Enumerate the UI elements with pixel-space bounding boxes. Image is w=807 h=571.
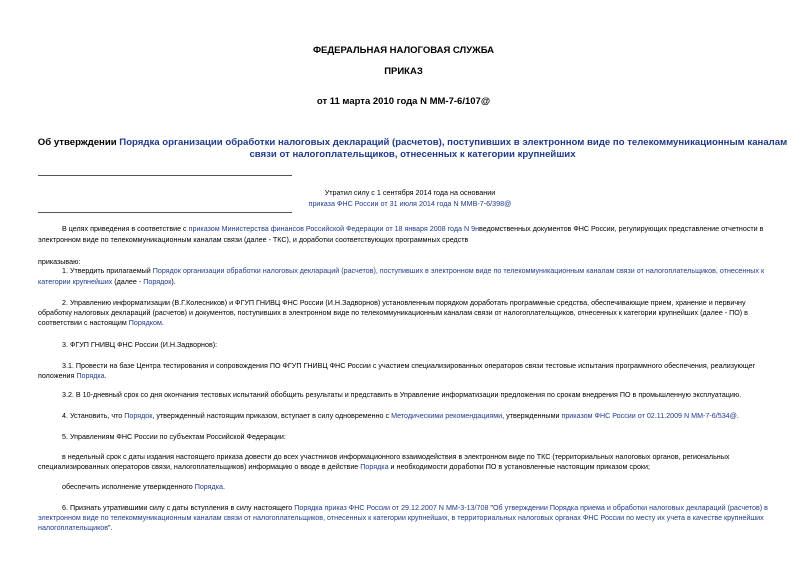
procedure-link[interactable]: Порядок организации обработки налоговых деклараций (расчетов), поступивших в электронном виде по телекоммуникационным каналам связи от налогоплательщиков, отнесенных к xyxy=(152,267,765,275)
top-divider xyxy=(38,175,292,176)
paragraph-intro-line2: электронном виде по телекоммуникационным каналам связи (далее - ТКС), и доработки соответствующих программных средств xyxy=(38,236,469,244)
paragraph-6-line1 xyxy=(38,503,807,513)
bottom-divider xyxy=(38,212,292,213)
order-title-link-end[interactable]: налогоплательщиков xyxy=(38,524,109,532)
paragraph-2-line3 xyxy=(38,318,803,328)
text: ведомственных документов ФНС России, регулирующих представление отчетности в xyxy=(479,225,764,233)
text: 6. Признать утратившими силу с даты вступления в силу настоящего xyxy=(62,504,295,512)
text: (далее - xyxy=(112,278,144,286)
document-date-number: от 11 марта 2010 года N ММ-7-6/107@ xyxy=(316,96,491,107)
text: ). xyxy=(171,278,176,286)
order-minfin-link[interactable]: приказом Министерства финансов Российской Федерации от 18 января 2008 года N 9н xyxy=(188,225,480,233)
text: и необходимости доработки ПО в установленные настоящим приказом сроки; xyxy=(388,463,651,471)
procedure-link-cont[interactable]: категории крупнейших xyxy=(38,278,113,286)
order-title-link-cont[interactable]: электронном виде по телекоммуникационным каналам связи от налогоплательщиков, отнесенных к категории крупнейших, в территориальных налоговых органах ФНС России по месту их учета в качестве крупнейших xyxy=(38,514,764,522)
status-note-line: Утратил силу с 1 сентября 2014 года на основании xyxy=(324,188,496,197)
paragraph-5a-line2 xyxy=(38,462,803,472)
document-type: ПРИКАЗ xyxy=(384,66,423,77)
text: . xyxy=(161,319,164,327)
paragraph-1-line2 xyxy=(38,277,803,287)
text: обеспечить исполнение утвержденного xyxy=(62,483,195,491)
procedure-link[interactable]: Порядка xyxy=(76,372,105,380)
text: В целях приведения в соответствие с xyxy=(62,225,189,233)
text: , утвержденный настоящим приказом, вступает в силу одновременно с xyxy=(152,412,392,420)
text: . xyxy=(104,372,107,380)
text: " xyxy=(488,504,493,512)
text: , утвержденными xyxy=(502,412,562,420)
paragraph-6-line3 xyxy=(38,523,803,533)
procedure-link[interactable]: Порядком xyxy=(128,319,162,327)
text: соответствии с настоящим xyxy=(38,319,129,327)
paragraph-3-2: 3.2. В 10-дневный срок со дня окончания тестовых испытаний обобщить результаты и представить в Управление информатизации предложения по срокам внедрения ПО в промышленную эксплуатацию. xyxy=(62,391,742,399)
procedure-short-link[interactable]: Порядок xyxy=(143,278,172,286)
procedure-link[interactable]: Порядка xyxy=(294,504,323,512)
paragraph-intro-line1 xyxy=(38,224,807,234)
status-note-link[interactable]: приказа ФНС России от 31 июля 2014 года N ММВ-7-6/398@ xyxy=(308,199,512,208)
status-note xyxy=(290,187,530,209)
order-title-link[interactable]: Об утверждении Порядка приема и обработки налоговых деклараций (расчетов) в xyxy=(492,504,768,512)
paragraph-6-line2 xyxy=(38,513,803,523)
paragraph-3-1-line2 xyxy=(38,371,803,381)
paragraph-2-line2: обработку налоговых деклараций (расчетов) и документов, поступивших в электронном виде по телекоммуникационным каналам связи от налогоплательщиков, отнесенных к категории крупнейших (далее - ПО) в xyxy=(38,309,748,317)
document-title xyxy=(30,137,795,161)
paragraph-5: 5. Управлениям ФНС России по субъектам Российской Федерации: xyxy=(62,433,286,441)
paragraph-2-line1: 2. Управлению информатизации (В.Г.Колесников) и ФГУП ГНИВЦ ФНС России (И.Н.Задворнов) установленным порядком доработать программные средства, обеспечивающие прием, хранение и первичну xyxy=(62,299,746,307)
title-prefix: Об утверждении xyxy=(37,137,120,148)
text: 4. Установить, что xyxy=(62,412,125,420)
paragraph-3: 3. ФГУП ГНИВЦ ФНС России (И.Н.Задворнов): xyxy=(62,341,218,349)
procedure-link[interactable]: Порядка xyxy=(360,463,389,471)
text: ". xyxy=(108,524,113,532)
paragraph-4 xyxy=(38,411,807,421)
agency-name: ФЕДЕРАЛЬНАЯ НАЛОГОВАЯ СЛУЖБА xyxy=(312,45,495,56)
method-recommendations-link[interactable]: Методическими рекомендациями xyxy=(391,412,503,420)
paragraph-1-line1 xyxy=(38,266,807,276)
paragraph-3-1-line1: 3.1. Провести на базе Центра тестирования и сопровождения ПО ФГУП ГНИВЦ ФНС России с участием специализированных операторов связи тестовые испытания программного обеспечения, реализующег xyxy=(62,362,756,370)
fns-order-2007-link[interactable]: приказ ФНС России от 29.12.2007 N ММ-3-13/708 xyxy=(324,504,489,512)
fns-order-link[interactable]: приказом ФНС России от 02.11.2009 N ММ-7-6/534@ xyxy=(561,412,737,420)
orders-label: приказываю: xyxy=(38,258,81,266)
procedure-link[interactable]: Порядок xyxy=(124,412,153,420)
text: . xyxy=(736,412,739,420)
text: 1. Утвердить прилагаемый xyxy=(62,267,153,275)
text: положения xyxy=(38,372,77,380)
paragraph-5b xyxy=(38,482,807,492)
title-link[interactable]: Порядка организации обработки налоговых деклараций (расчетов), поступивших в электронном виде по телекоммуникационным каналам связи от налогоплательщиков, отнесенных к категории крупнейших xyxy=(119,137,788,160)
paragraph-5a-line1: в недельный срок с даты издания настоящего приказа довести до всех участников информационного взаимодействия в электронном виде по ТКС (территориальных налоговых органов, региональных xyxy=(62,453,730,461)
text: специализированных операторов связи, налогоплательщиков) информацию о вводе в действие xyxy=(38,463,361,471)
procedure-link[interactable]: Порядка xyxy=(194,483,223,491)
text: . xyxy=(222,483,225,491)
